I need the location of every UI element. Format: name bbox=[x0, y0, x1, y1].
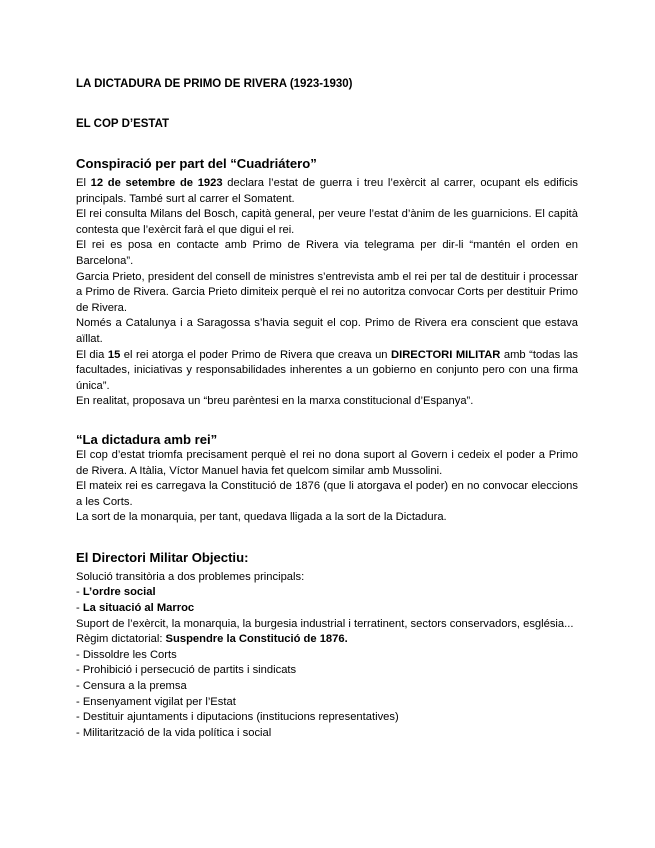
conspiracy-paragraph-1: El 12 de setembre de 1923 declara l’estat de guerra i treu l’exèrcit al carrer, ocupant els edificis principals. També surt al carrer el Somatent. bbox=[76, 177, 579, 205]
list-item: - La situació al Marroc bbox=[76, 602, 195, 615]
conspiracy-heading: Conspiració per part del “Cuadriátero” bbox=[76, 156, 317, 171]
list-item: - Dissoldre les Corts bbox=[76, 648, 177, 661]
conspiracy-paragraph-5: Només a Catalunya i a Saragossa s’havia seguit el cop. Primo de Rivera era conscient que estava aïllat. bbox=[76, 317, 578, 345]
document-body bbox=[76, 76, 578, 741]
dictatorship-heading: “La dictadura amb rei” bbox=[76, 431, 218, 447]
conspiracy-paragraph-4: Garcia Prieto, president del consell de ministres s’entrevista amb el rei per tal de destituir i processar a Primo de Rivera. Garcia Prieto dimiteix perquè el rei no autoritza convocar Corts per destituir Primo de Rivera. bbox=[76, 270, 578, 314]
problems-list bbox=[76, 585, 578, 616]
list-item: - Ensenyament vigilat per l’Estat bbox=[76, 695, 236, 708]
list-item: - Prohibició i persecució de partits i sindicats bbox=[76, 664, 297, 677]
conspiracy-paragraph-6: El dia 15 el rei atorga el poder Primo de Rivera que creava un DIRECTORI MILITAR amb “todas las facultades, iniciativas y responsabilidades inherentes a un gobierno en conjunto pero con una firma única”. bbox=[76, 348, 579, 392]
dictatorship-paragraph-1: El cop d’estat triomfa precisament perquè el rei no dona suport al Govern i cedeix el poder a Primo de Rivera. A Itàlia, Víctor Manuel havia fet quelcom similar amb Mussolini. bbox=[76, 448, 578, 477]
spacer bbox=[76, 526, 578, 549]
conspiracy-paragraph-3: El rei es posa en contacte amb Primo de Rivera via telegrama per dir-li “mantén el orden en Barcelona”. bbox=[76, 239, 578, 267]
regime-paragraph: Règim dictatorial: Suspendre la Constitució de 1876. bbox=[76, 633, 348, 646]
list-item: - L’ordre social bbox=[76, 586, 156, 599]
conspiracy-paragraph-2: El rei consulta Milans del Bosch, capità general, per veure l’estat d’ànim de les guarnicions. El capità contesta que l’exèrcit farà el que digui el rei. bbox=[76, 208, 578, 236]
dictatorship-paragraph-2: El mateix rei es carregava la Constitució de 1876 (que li atorgava el poder) en no convocar eleccions a les Corts. bbox=[76, 480, 578, 508]
section-title: EL COP D’ESTAT bbox=[76, 118, 170, 130]
conspiracy-paragraph-7: En realitat, proposava un “breu parèntesi en la marxa constitucional d’Espanya”. bbox=[76, 395, 474, 408]
list-item: - Censura a la premsa bbox=[76, 680, 187, 693]
directory-heading: El Directori Militar Objectiu: bbox=[76, 549, 249, 565]
measures-list bbox=[76, 648, 578, 742]
list-item: - Militarització de la vida política i social bbox=[76, 726, 272, 739]
document-title: LA DICTADURA DE PRIMO DE RIVERA (1923-1930) bbox=[76, 78, 353, 90]
list-item: - Destituir ajuntaments i diputacions (institucions representatives) bbox=[76, 711, 399, 724]
directory-intro: Solució transitòria a dos problemes principals: bbox=[76, 570, 305, 583]
support-paragraph: Suport de l’exèrcit, la monarquia, la burgesia industrial i terratinent, sectors conservadors, església... bbox=[76, 617, 574, 630]
spacer bbox=[76, 410, 578, 431]
dictatorship-paragraph-3: La sort de la monarquia, per tant, quedava lligada a la sort de la Dictadura. bbox=[76, 511, 447, 524]
